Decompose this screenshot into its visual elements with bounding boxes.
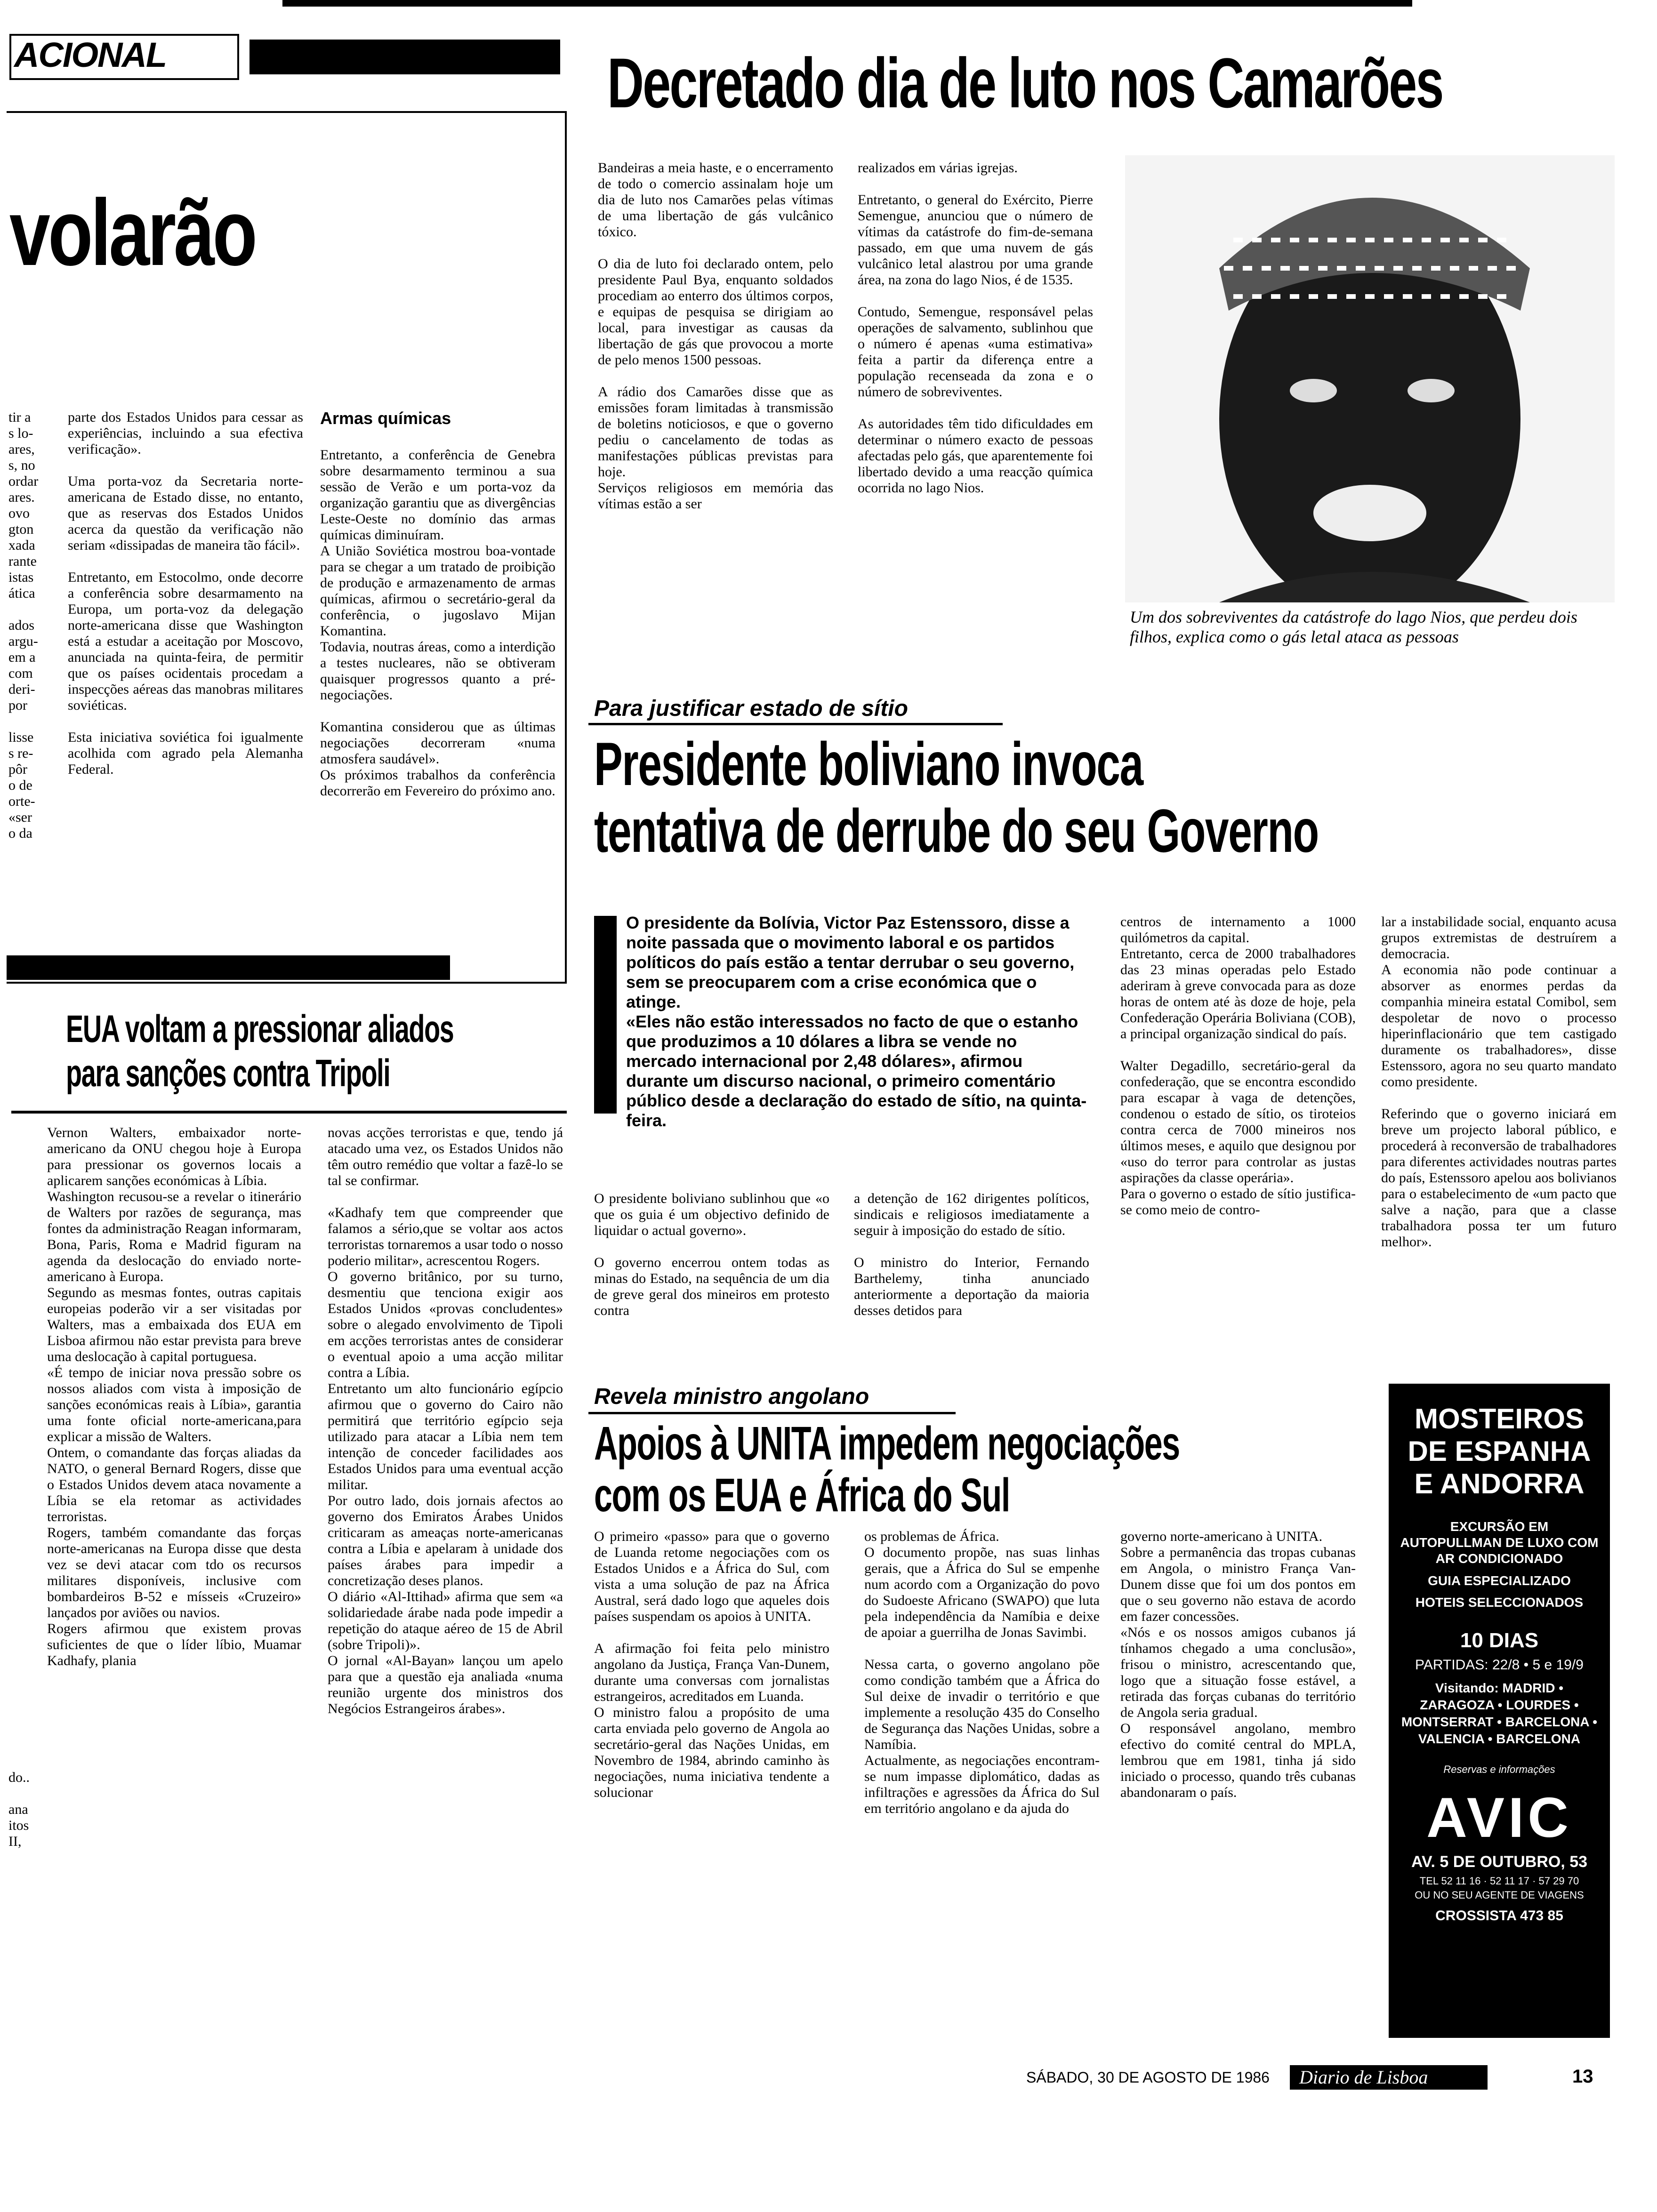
cameroon-col2: realizados em várias igrejas. Entretanto, o general do Exército, Pierre Semengue, anunciou que o número de vítimas da catástrofe do fim-de-semana passado, em que uma nuvem de gás vulcânico letal alastrou por uma grande área, na zona do lago Nios, é de 1535. Contudo, Semengue, responsável pelas operações de salvamento, sublinhou que o número é apenas «uma estimativa» feita a partir da diferença entre a população recenseada da zona e o número de sobreviventes. As autoridades têm tido dificuldades em determinar o número exacto de pessoas afectadas pelo gás, que aparentemente foi libertado devido a uma reacção química ocorrida no lago Nios. [858, 160, 1093, 496]
angola-kicker: Revela ministro angolano [594, 1384, 869, 1409]
survivor-photo-icon [1125, 155, 1615, 602]
bolivia-col2: a detenção de 162 dirigentes políticos, sindicais e religiosos imediatamente a seguir à imposição do estado de sítio. O ministro do Interior, Fernando Barthelemy, tinha anunciado anteriormente a deportação da maioria desses detidos para [854, 1191, 1089, 1318]
left-top-headline: volarão [9, 180, 256, 285]
footer-masthead: Diario de Lisboa [1299, 2067, 1428, 2088]
ad-departures: PARTIDAS: 22/8 • 5 e 19/9 [1415, 1657, 1584, 1673]
bolivia-lead: O presidente da Bolívia, Victor Paz Estenssoro, disse a noite passada que o movimento laboral e os partidos políticos do país estão a tentar derrubar o seu governo, sem se preocuparem com a crise económica que o atinge. «Eles não estão interessados no facto de que o estanho que produzimos a 10 dólares a libra se vende no mercado internacional por 2,48 dólares», afirmou durante um discurso nacional, o primeiro comentário público desde a declaração do estado de sítio, na quinta-feira. [626, 913, 1087, 1130]
left-top-col2-subhead: Armas químicas [320, 409, 451, 428]
libya-margin-fragments: do.. ana itos II, [8, 1770, 30, 1849]
ad-days: 10 DIAS [1460, 1629, 1539, 1652]
section-label-bar [249, 40, 560, 74]
cameroon-caption: Um dos sobreviventes da catástrofe do lago Nios, que perdeu dois filhos, explica como o gás letal ataca as pessoas [1130, 608, 1577, 646]
ad-line-3: HOTEIS SELECCIONADOS [1415, 1595, 1584, 1610]
ad-visits: Visitando: MADRID • ZARAGOZA • LOURDES • MONTSERRAT • BARCELONA • VALENCIA • BARCELONA [1401, 1681, 1598, 1746]
bolivia-headline-1: Presidente boliviano invoca [594, 729, 1143, 798]
bolivia-headline-2: tentativa de derrube do seu Governo [594, 796, 1319, 865]
angola-kicker-rule [588, 1412, 956, 1414]
ad-reservations: Reservas e informações [1443, 1763, 1555, 1775]
angola-col3: governo norte-americano à UNITA. Sobre a permanência das tropas cubanas em Angola, o ministro França Van-Dunem disse que foi um dos pontos em que o seu governo não estava de acordo em fazer concessões. «Nós e os nossos amigos cubanos já tínhamos chegado a uma conclusão», frisou o ministro, acrescentando que, logo que a situação fosse estável, a retirada das forças cubanas do território de Angola seria gradual. O responsável angolano, membro efectivo do comité central do MPLA, lembrou que em 1981, tinha já sido iniciado o processo, quando três cubanas abandonaram o país. [1120, 1529, 1356, 1800]
section-label: ACIONAL [14, 35, 167, 74]
bolivia-lead-bar [594, 916, 617, 1114]
ad-phones: TEL 52 11 16 · 52 11 17 · 57 29 70 [1419, 1875, 1579, 1887]
cameroon-headline: Decretado dia de luto nos Camarões [607, 43, 1443, 122]
libya-rule [11, 1111, 567, 1114]
angola-headline-1: Apoios à UNITA impedem negociações [594, 1417, 1180, 1470]
ad-license: CROSSISTA 473 85 [1435, 1908, 1563, 1923]
left-top-col2: Entretanto, a conferência de Genebra sobre desarmamento terminou a sua sessão de Verão e um porta-voz da organização garantiu que as divergências Leste-Oeste no domínio das armas químicas diminuíram. A União Soviética mostrou boa-vontade para se chegar a um tratado de proibição de produção e armazenamento de armas químicas, afirmou o secretário-geral da conferência, o jugoslavo Mijan Komantina. Todavia, noutras áreas, como a interdição a testes nucleares, não se obtiveram quaisquer progressos quanto a pré-negociações. Komantina considerou que as últimas negociações decorreram «numa atmosfera saudável». Os próximos trabalhos da conferência decorrerão em Fevereiro do próximo ano. [320, 447, 555, 799]
ad-title-2: DE ESPANHA [1408, 1435, 1591, 1467]
ad-title-1: MOSTEIROS [1414, 1403, 1585, 1435]
bolivia-kicker: Para justificar estado de sítio [594, 696, 908, 721]
bolivia-kicker-rule [588, 723, 1003, 725]
libya-headline-2: para sanções contra Tripoli [66, 1052, 390, 1095]
left-top-fragments: tir a s lo- ares, s, no ordar ares. ovo gton xada rante istas ática ados argu- em a com deri- por lisse s re- pôr o de orte- «ser o da [8, 409, 39, 841]
left-top-bottom-bar [7, 955, 450, 980]
libya-headline-1: EUA voltam a pressionar aliados [66, 1008, 454, 1050]
cameroon-col1: Bandeiras a meia haste, e o encerramento de todo o comercio assinalam hoje um dia de luto nos Camarões pelas vítimas de uma libertação de gás vulcânico tóxico. O dia de luto foi declarado ontem, pelo presidente Paul Bya, enquanto soldados procediam ao enterro dos últimos corpos, e equipas de pesquisa se dirigiam ao local, para investigar as causas da libertação de gás que provocou a morte de pelo menos 1500 pessoas. A rádio dos Camarões disse que as emissões foram limitadas à transmissão de boletins noticiosos, e que o governo pediu o cancelamento de todas as manifestações públicas previstas para hoje. Serviços religiosos em memória das vítimas estão a ser [598, 160, 833, 512]
bolivia-col3: centros de internamento a 1000 quilómetros da capital. Entretanto, cerca de 2000 trabalhadores das 23 minas operadas pelo Estado aderiram à greve convocada para as doze horas de ontem até às doze de hoje, pela Confederação Operária Boliviana (COB), a principal organização sindical do país. Walter Degadillo, secretário-geral da confederação, que se encontra escondido para escapar à vaga de detenções, condenou o estado de sítio, os tiroteios contra cerca de 7000 mineiros nos últimos meses, e aquilo que designou por «uso do terror para controlar as justas aspirações da classe operária». Para o governo o estado de sítio justifica-se como meio de contro- [1120, 914, 1356, 1218]
ad-avic [1389, 1384, 1610, 2038]
ad-agent: OU NO SEU AGENTE DE VIAGENS [1415, 1889, 1584, 1901]
ad-line-2: GUIA ESPECIALIZADO [1428, 1573, 1571, 1588]
cameroon-photo [1125, 155, 1615, 602]
angola-col2: os problemas de África. O documento propõe, nas suas linhas gerais, que a África do Sul se empenhe num acordo com a Organização do povo do Sudoeste Africano (SWAPO) que luta pela independência da Namíbia e deixe de apoiar a guerrilha de Jonas Savimbi. Nessa carta, o governo angolano põe como condição também que a África do Sul deixe de invadir o território e que implemente a resolução 435 do Conselho de Segurança das Nações Unidas, sobre a Namíbia. Actualmente, as negociações encontram-se num impasse diplomático, dadas as infiltrações e agressões da África do Sul em território angolano e da ajuda do [864, 1529, 1100, 1816]
angola-headline-2: com os EUA e África do Sul [594, 1469, 1010, 1522]
top-rule [282, 0, 1412, 7]
angola-col1: O primeiro «passo» para que o governo de Luanda retome negociações com os Estados Unidos e a África do Sul, com vista a uma solução de paz na África Austral, será dado logo que aqueles dois países suspendam os apoios à UNITA. A afirmação foi feita pelo ministro angolano da Justiça, França Van-Dunem, durante uma conversas com jornalistas estrangeiros, acreditados em Luanda. O ministro falou a propósito de uma carta enviada pelo governo de Angola ao secretário-geral das Nações Unidas, em Novembro de 1984, abrindo caminho às negociações, numa iniciativa tendente a solucionar [594, 1529, 829, 1800]
footer-date: SÁBADO, 30 DE AGOSTO DE 1986 [1026, 2069, 1270, 2086]
bolivia-col1: O presidente boliviano sublinhou que «o que os guia é um objectivo definido de liquidar o actual governo». O governo encerrou ontem todas as minas do Estado, na sequência de um dia de greve geral dos mineiros em protesto contra [594, 1191, 829, 1318]
ad-line-1: EXCURSÃO EM AUTOPULLMAN DE LUXO COM AR CONDICIONADO [1400, 1519, 1599, 1566]
bolivia-col4: lar a instabilidade social, enquanto acusa grupos extremistas de destruírem a democracia. A economia não pode continuar a absorver as enormes perdas da companhia mineira estatal Comibol, sem despoletar de novo o processo hiperinflacionário que tem castigado duramente os trabalhadores», disse Estenssoro, agora no seu quarto mandato como presidente. Referindo que o governo iniciará em breve um projecto laboral público, e procederá à reconversão de trabalhadores para diferentes actividades noutras partes do país, Estenssoro apelou aos bolivianos para o estabelecimento de «um pacto que salve a nação, para que a classe trabalhadora possa ter um futuro melhor». [1381, 914, 1617, 1250]
ad-title-3: E ANDORRA [1414, 1468, 1585, 1499]
ad-brand: AVIC [1426, 1786, 1572, 1849]
ad-address: AV. 5 DE OUTUBRO, 53 [1411, 1853, 1588, 1871]
libya-col2: novas acções terroristas e que, tendo já atacado uma vez, os Estados Unidos não têm outro remédio que voltar a fazê-lo se tal se confirmar. «Kadhafy tem que compreender que falamos a sério,que se voltar aos actos terroristas tornaremos a usar todo o nosso poderio militar», acrescentou Rogers. O governo britânico, por su turno, desmentiu que tenciona exigir aos Estados Unidos «provas concludentes» sobre o alegado envolvimento de Tipoli em acções terroristas antes de considerar o eventual apoio a uma acção militar contra a Líbia. Entretanto um alto funcionário egípcio afirmou que o governo do Cairo não permitirá que território egípcio seja utilizado para atacar a Líbia nem tem intenção de conceder facilidades aos Estados Unidos para uma eventual acção militar. Por outro lado, dois jornais afectos ao governo dos Emiratos Árabes Unidos criticaram as ameaças norte-americanas contra a Líbia e apelaram à unidade dos países árabes para impedir a concretização deses planos. O diário «Al-Ittihad» afirma que sem «a solidariedade árabe nada pode impedir a repetição do ataque aéreo de 15 de Abril (sobre Tripoli)». O jornal «Al-Bayan» lançou um apelo para que a questão eja analiada «numa reunião urgente dos ministros dos Negócios Estrangeiros árabes». [328, 1125, 563, 1716]
libya-col1: Vernon Walters, embaixador norte-americano da ONU chegou hoje à Europa para pressionar os governos locais a aplicarem sanções económicas à Líbia. Washington recusou-se a revelar o itinerário de Walters por razões de segurança, mas fontes da administração Reagan informaram, Bona, Paris, Roma e Madrid figuram na agenda da deslocação do enviado norte-americano à Europa. Segundo as mesmas fontes, outras capitais europeias poderão vir a ser visitadas por Walters, mas a embaixada dos EUA em Lisboa afirmou não estar prevista para breve uma deslocação à capital portuguesa. «É tempo de iniciar nova pressão sobre os nossos aliados com vista à imposição de sanções económicas reais à Líbia», garantia uma fonte oficial norte-americana,para explicar a missão de Walters. Ontem, o comandante das forças aliadas da NATO, o general Bernard Rogers, disse que o Estados Unidos devem ataca novamente a Líbia se ela retomar as actividades terroristas. Rogers, também comandante das forças norte-americanas na Europa disse que desta vez se devi atacar com tdo os recursos militares disponíveis, inclusive com bombardeiros B-52 e mísseis «Cruzeiro» lançados por aviões ou navios. Rogers afirmou que existem provas suficientes de que o líder líbio, Muamar Kadhafy, plania [47, 1125, 301, 1668]
footer-page-number: 13 [1572, 2066, 1593, 2087]
left-top-col1: parte dos Estados Unidos para cessar as experiências, incluindo a sua efectiva verificação». Uma porta-voz da Secretaria norte-americana de Estado disse, no entanto, que as reservas dos Estados Unidos acerca da questão da verificação não seriam «dissipadas de maneira tão fácil». Entretanto, em Estocolmo, onde decorre a conferência sobre desarmamento na Europa, um porta-voz da delegação norte-americana disse que Washington está a estudar a aceitação por Moscovo, anunciada na quinta-feira, de permitir que os países ocidentais procedam a inspecções aéreas das manobras militares soviéticas. Esta iniciativa soviética foi igualmente acolhida com agrado pela Alemanha Federal. [68, 409, 303, 777]
